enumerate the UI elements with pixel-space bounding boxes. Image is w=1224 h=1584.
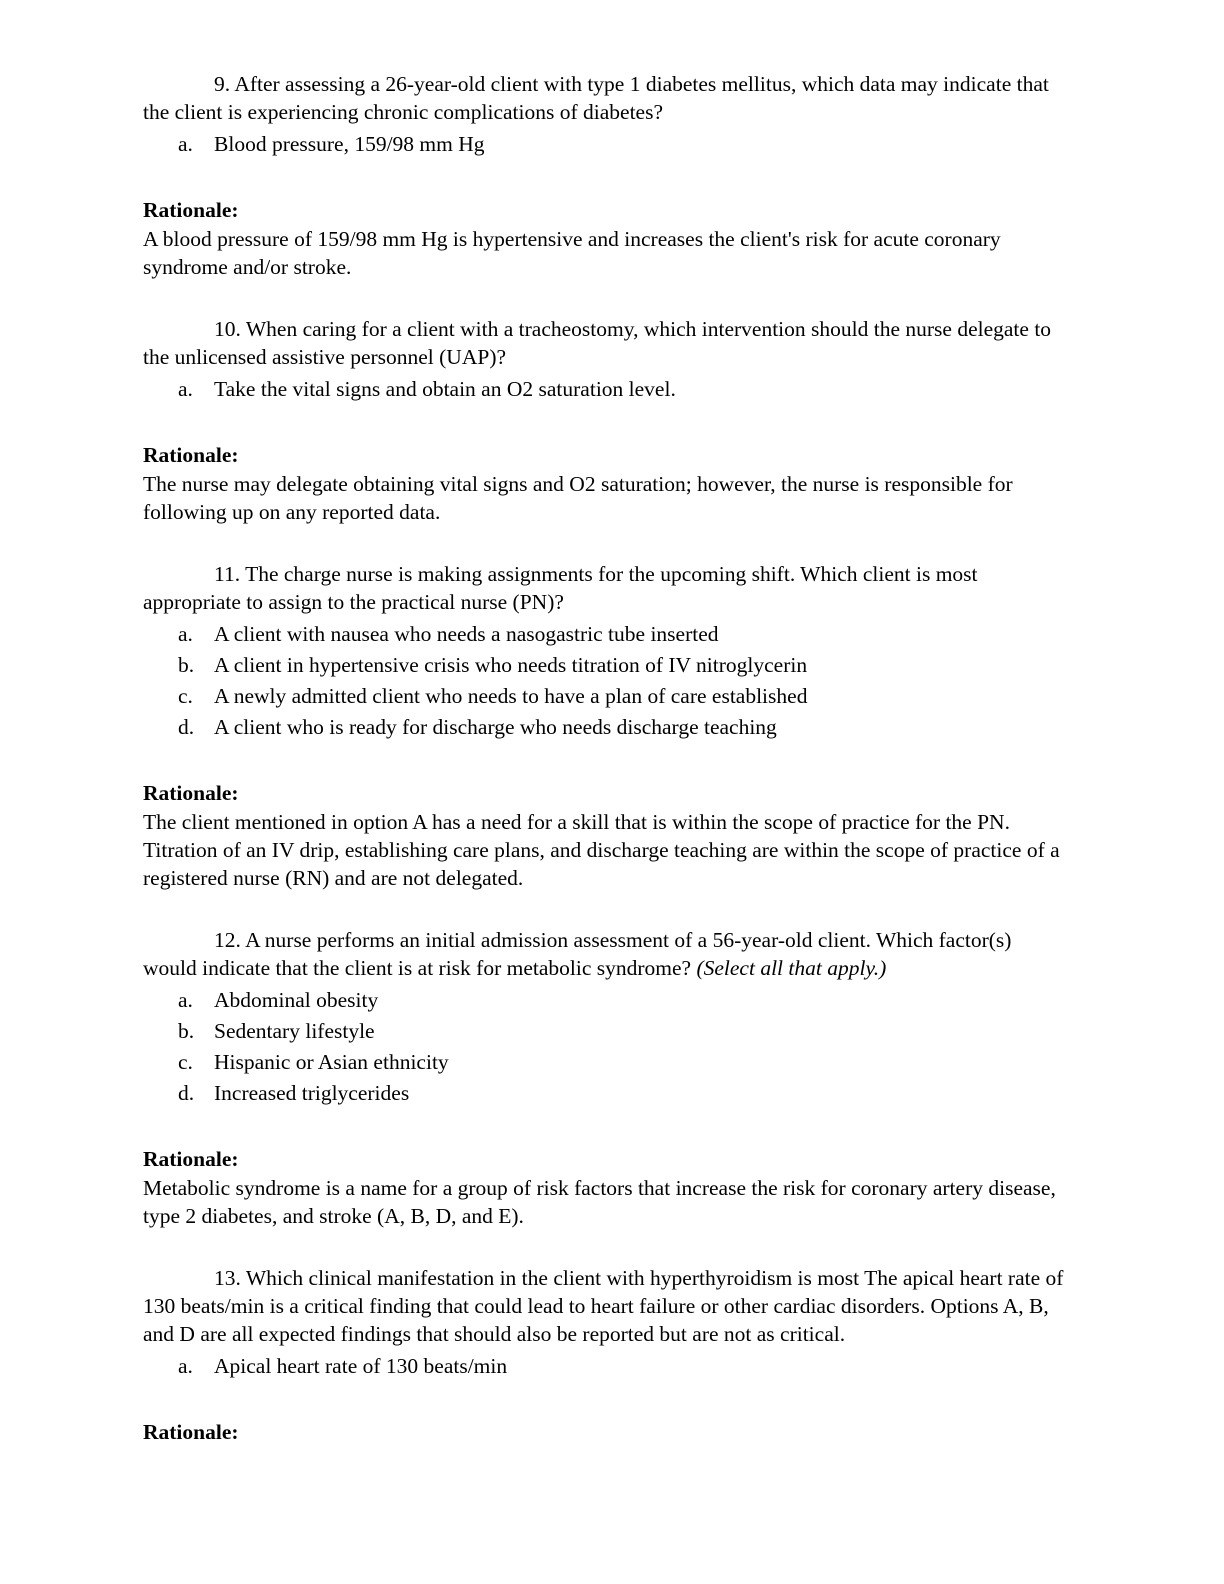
option-text: Take the vital signs and obtain an O2 saturation level. (214, 377, 676, 401)
rationale-text: The client mentioned in option A has a need for a skill that is within the scope of practice for the PN. Titration of an IV drip, establishing care plans, and discharge teaching are within the scope of practice of a registered nurse (RN) and are not delegated. (143, 810, 1060, 890)
option-text: A client with nausea who needs a nasogastric tube inserted (214, 622, 719, 646)
option-letter: a. (178, 622, 193, 646)
question-text-main: 12. A nurse performs an initial admission assessment of a 56-year-old client. Which factor(s) would indicate that the client is at risk for metabolic syndrome? (143, 928, 1012, 980)
option-item (143, 1016, 1068, 1047)
option-list (143, 985, 1068, 1109)
question-12 (143, 926, 1068, 1230)
option-item (143, 1351, 1068, 1382)
option-item (143, 129, 1068, 160)
option-letter: d. (178, 715, 195, 739)
option-list (143, 619, 1068, 743)
option-letter: a. (178, 377, 193, 401)
question-9 (143, 70, 1068, 281)
option-letter: a. (178, 1354, 193, 1378)
rationale-text: A blood pressure of 159/98 mm Hg is hypertensive and increases the client's risk for acute coronary syndrome and/or stroke. (143, 227, 1001, 279)
option-item (143, 985, 1068, 1016)
option-letter: b. (178, 653, 195, 677)
option-text: Apical heart rate of 130 beats/min (214, 1354, 508, 1378)
rationale-text: Metabolic syndrome is a name for a group of risk factors that increase the risk for coronary artery disease, type 2 diabetes, and stroke (A, B, D, and E). (143, 1176, 1056, 1228)
option-item (143, 619, 1068, 650)
question-text-instruction: (Select all that apply.) (696, 956, 887, 980)
question-text: 9. After assessing a 26-year-old client with type 1 diabetes mellitus, which data may indicate that the client is experiencing chronic complications of diabetes? (143, 72, 1049, 124)
option-letter: b. (178, 1019, 195, 1043)
rationale-heading: Rationale: (143, 1147, 239, 1171)
option-list (143, 129, 1068, 160)
question-text (143, 926, 1068, 982)
option-text: A client in hypertensive crisis who needs titration of IV nitroglycerin (214, 653, 808, 677)
question-text: 10. When caring for a client with a tracheostomy, which intervention should the nurse delegate to the unlicensed assistive personnel (UAP)? (143, 317, 1052, 369)
option-item (143, 374, 1068, 405)
question-text: 13. Which clinical manifestation in the client with hyperthyroidism is most The apical heart rate of 130 beats/min is a critical finding that could lead to heart failure or other cardiac disorders. Options A, B, and D are all expected findings that should also be reported but are not as critical. (143, 1266, 1064, 1346)
option-list (143, 374, 1068, 405)
option-text: Increased triglycerides (214, 1081, 410, 1105)
option-text: Hispanic or Asian ethnicity (214, 1050, 449, 1074)
option-item (143, 712, 1068, 743)
rationale-heading: Rationale: (143, 198, 239, 222)
option-text: Sedentary lifestyle (214, 1019, 375, 1043)
rationale-heading: Rationale: (143, 443, 239, 467)
rationale-heading: Rationale: (143, 781, 239, 805)
rationale-heading: Rationale: (143, 1420, 239, 1444)
option-letter: c. (178, 1050, 193, 1074)
option-letter: d. (178, 1081, 195, 1105)
option-text: Abdominal obesity (214, 988, 379, 1012)
option-list (143, 1351, 1068, 1382)
option-text: A client who is ready for discharge who needs discharge teaching (214, 715, 777, 739)
rationale-text: The nurse may delegate obtaining vital signs and O2 saturation; however, the nurse is responsible for following up on any reported data. (143, 472, 1013, 524)
option-letter: a. (178, 988, 193, 1012)
option-letter: c. (178, 684, 193, 708)
option-item (143, 1047, 1068, 1078)
question-11 (143, 560, 1068, 892)
option-item (143, 650, 1068, 681)
option-item (143, 1078, 1068, 1109)
question-10 (143, 315, 1068, 526)
question-text: 11. The charge nurse is making assignments for the upcoming shift. Which client is most appropriate to assign to the practical nurse (PN)? (143, 562, 978, 614)
option-text: A newly admitted client who needs to have a plan of care established (214, 684, 808, 708)
option-text: Blood pressure, 159/98 mm Hg (214, 132, 485, 156)
option-letter: a. (178, 132, 193, 156)
document-page (143, 70, 1068, 1447)
option-item (143, 681, 1068, 712)
question-13 (143, 1264, 1068, 1447)
